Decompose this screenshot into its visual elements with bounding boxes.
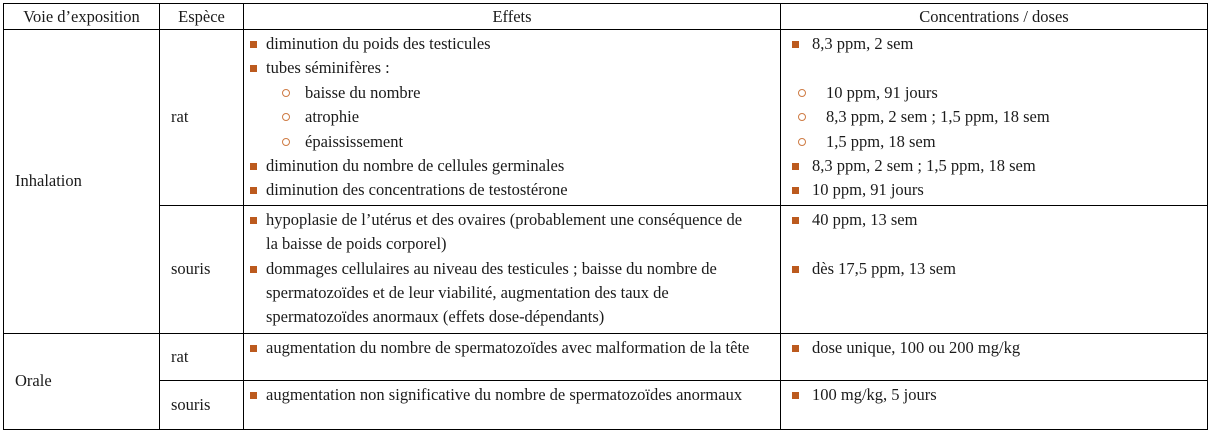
square-bullet-icon — [792, 345, 799, 352]
effect-item — [244, 208, 752, 257]
dose-item — [781, 383, 1199, 407]
effects-list — [244, 383, 752, 407]
doses-cell — [781, 333, 1208, 380]
dose-item-text: dès 17,5 ppm, 13 sem — [812, 258, 956, 278]
dose-item-text: 8,3 ppm, 2 sem — [812, 34, 914, 53]
dose-item — [781, 81, 1199, 105]
col-header-effects: Effets — [244, 4, 781, 30]
species-cell-rat: rat — [160, 333, 244, 380]
dose-item — [781, 336, 1199, 360]
col-header-species: Espèce — [160, 4, 244, 30]
effect-item — [244, 154, 752, 178]
effects-list — [244, 336, 752, 360]
table-row-inhalation-souris — [4, 205, 1208, 333]
dose-item — [781, 56, 1199, 80]
effects-cell — [244, 333, 781, 380]
square-bullet-icon — [250, 163, 257, 170]
effect-item-text: augmentation non significative du nombre de spermatozoïdes anormaux — [266, 384, 743, 404]
dose-item-text: dose unique, 100 ou 200 mg/kg — [812, 337, 1021, 357]
effect-item — [244, 81, 752, 105]
effect-item-text: diminution du nombre de cellules germinales — [266, 156, 565, 176]
square-bullet-icon — [250, 345, 257, 352]
effect-item — [244, 32, 752, 56]
dose-item-text: 10 ppm, 91 jours — [812, 180, 924, 200]
effect-item — [244, 336, 752, 360]
effect-item-text: épaississement — [305, 131, 404, 151]
circle-bullet-icon — [798, 138, 806, 146]
effect-item-text: augmentation du nombre de spermatozoïdes avec malformation de la tête — [266, 337, 750, 357]
dose-item-text: 10 ppm, 91 jours — [826, 82, 938, 102]
dose-item-text: 100 mg/kg, 5 jours — [812, 384, 937, 404]
species-cell-souris: souris — [160, 205, 244, 333]
circle-bullet-icon — [282, 138, 290, 146]
square-bullet-icon — [250, 392, 257, 399]
effect-item — [244, 56, 752, 80]
effect-item — [244, 383, 752, 407]
effect-item — [244, 178, 752, 202]
doses-list — [781, 32, 1199, 203]
effect-item — [244, 105, 752, 129]
col-header-route: Voie d’exposition — [4, 4, 160, 30]
dose-item-text: 40 ppm, 13 sem — [812, 209, 918, 229]
dose-item — [781, 232, 1199, 256]
square-bullet-icon — [250, 266, 257, 273]
doses-list — [781, 336, 1199, 360]
doses-cell — [781, 380, 1208, 429]
effect-item-text: diminution du poids des testicules — [266, 34, 491, 53]
species-cell-souris: souris — [160, 380, 244, 429]
dose-item-text: 8,3 ppm, 2 sem ; 1,5 ppm, 18 sem — [812, 156, 1036, 176]
circle-bullet-icon — [282, 113, 290, 121]
dose-item — [781, 257, 1199, 281]
effect-item-text: tubes séminifères : — [266, 58, 390, 78]
effect-item — [244, 257, 752, 330]
dose-item — [781, 105, 1199, 129]
exposure-effects-table — [3, 3, 1208, 430]
effects-cell — [244, 205, 781, 333]
square-bullet-icon — [792, 187, 799, 194]
dose-item-text: 1,5 ppm, 18 sem — [826, 131, 936, 151]
effect-item — [244, 130, 752, 154]
effect-item-text: atrophie — [305, 107, 360, 127]
doses-cell — [781, 205, 1208, 333]
doses-cell — [781, 30, 1208, 206]
effect-item-text: diminution des concentrations de testostérone — [266, 180, 568, 200]
dose-item-text: 8,3 ppm, 2 sem ; 1,5 ppm, 18 sem — [826, 107, 1050, 127]
route-cell-inhalation: Inhalation — [4, 30, 160, 334]
square-bullet-icon — [792, 392, 799, 399]
doses-list — [781, 208, 1199, 281]
table-row-inhalation-rat — [4, 30, 1208, 206]
effects-cell — [244, 380, 781, 429]
effects-cell — [244, 30, 781, 206]
species-cell-rat: rat — [160, 30, 244, 206]
square-bullet-icon — [792, 266, 799, 273]
effect-item-text: hypoplasie de l’utérus et des ovaires (probablement une conséquence de la baisse de poids corporel) — [266, 209, 743, 254]
square-bullet-icon — [792, 163, 799, 170]
circle-bullet-icon — [798, 89, 806, 97]
square-bullet-icon — [792, 41, 799, 48]
dose-item — [781, 154, 1199, 178]
dose-item — [781, 130, 1199, 154]
dose-item — [781, 208, 1199, 232]
square-bullet-icon — [250, 187, 257, 194]
square-bullet-icon — [792, 217, 799, 224]
effect-item-text: baisse du nombre — [305, 82, 421, 102]
header-row — [4, 4, 1208, 30]
col-header-doses: Concentrations / doses — [781, 4, 1208, 30]
effects-list — [244, 208, 752, 330]
circle-bullet-icon — [798, 113, 806, 121]
dose-item — [781, 178, 1199, 202]
table-row-orale-rat — [4, 333, 1208, 380]
square-bullet-icon — [250, 65, 257, 72]
doses-list — [781, 383, 1199, 407]
effect-item-text: dommages cellulaires au niveau des testicules ; baisse du nombre de spermatozoïdes et de leur viabilité, augmentation des taux de spermatozoïdes anormaux (effets dose-dépendants) — [266, 258, 717, 327]
circle-bullet-icon — [282, 89, 290, 97]
dose-item — [781, 32, 1199, 56]
square-bullet-icon — [250, 217, 257, 224]
effects-list — [244, 32, 752, 203]
route-cell-orale: Orale — [4, 333, 160, 429]
square-bullet-icon — [250, 41, 257, 48]
table-row-orale-souris — [4, 380, 1208, 429]
